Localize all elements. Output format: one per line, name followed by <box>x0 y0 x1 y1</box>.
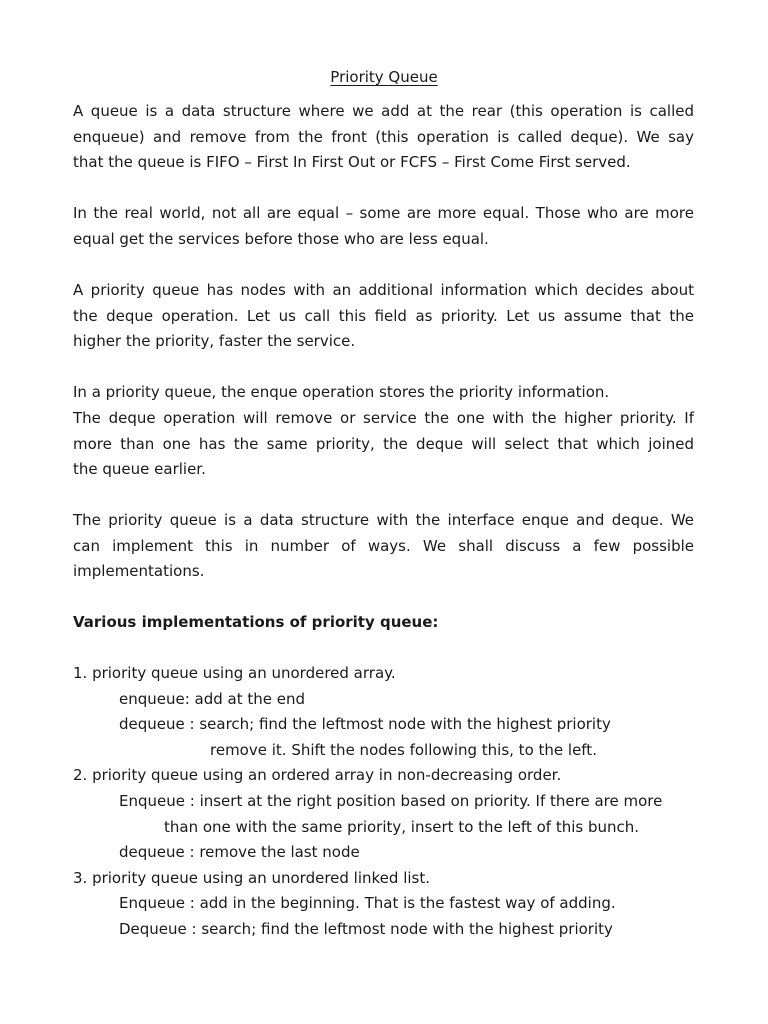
paragraph-line: The deque operation will remove or service the one with the higher priority. If <box>73 409 694 427</box>
list-subitem: dequeue : search; find the leftmost node with the highest priority <box>119 715 611 733</box>
paragraph-line: The priority queue is a data structure with the interface enque and deque. We <box>73 511 694 529</box>
paragraph-line: enqueue) and remove from the front (this operation is called deque). We say <box>73 128 694 146</box>
list-subitem: dequeue : remove the last node <box>119 843 360 861</box>
paragraph-line: In a priority queue, the enque operation stores the priority information. <box>73 383 610 401</box>
paragraph-line: more than one has the same priority, the deque will select that which joined <box>73 435 694 453</box>
list-subitem: Enqueue : insert at the right position based on priority. If there are more <box>119 792 663 810</box>
list-subitem: enqueue: add at the end <box>119 690 306 708</box>
list-subitem: Enqueue : add in the beginning. That is the fastest way of adding. <box>119 894 616 912</box>
list-subitem-continuation: than one with the same priority, insert to the left of this bunch. <box>164 818 640 836</box>
paragraph-line: can implement this in number of ways. We shall discuss a few possible <box>73 537 694 555</box>
paragraph-line: the queue earlier. <box>73 460 206 478</box>
paragraph-line: higher the priority, faster the service. <box>73 332 356 350</box>
list-subitem: Dequeue : search; find the leftmost node with the highest priority <box>119 920 613 938</box>
paragraph-line: A priority queue has nodes with an additional information which decides about <box>73 281 694 299</box>
paragraph-line: In the real world, not all are equal – some are more equal. Those who are more <box>73 204 694 222</box>
paragraph-line: implementations. <box>73 562 205 580</box>
list-item: 1. priority queue using an unordered array. <box>73 664 396 682</box>
page-title: Priority Queue <box>330 68 438 86</box>
paragraph-line: equal get the services before those who are less equal. <box>73 230 489 248</box>
list-item: 2. priority queue using an ordered array in non-decreasing order. <box>73 766 562 784</box>
paragraph-line: the deque operation. Let us call this field as priority. Let us assume that the <box>73 307 694 325</box>
paragraph-line: that the queue is FIFO – First In First Out or FCFS – First Come First served. <box>73 153 631 171</box>
paragraph-line: A queue is a data structure where we add at the rear (this operation is called <box>73 102 694 120</box>
section-heading: Various implementations of priority queue: <box>73 613 439 631</box>
list-subitem-continuation: remove it. Shift the nodes following this, to the left. <box>210 741 597 759</box>
list-item: 3. priority queue using an unordered linked list. <box>73 869 430 887</box>
